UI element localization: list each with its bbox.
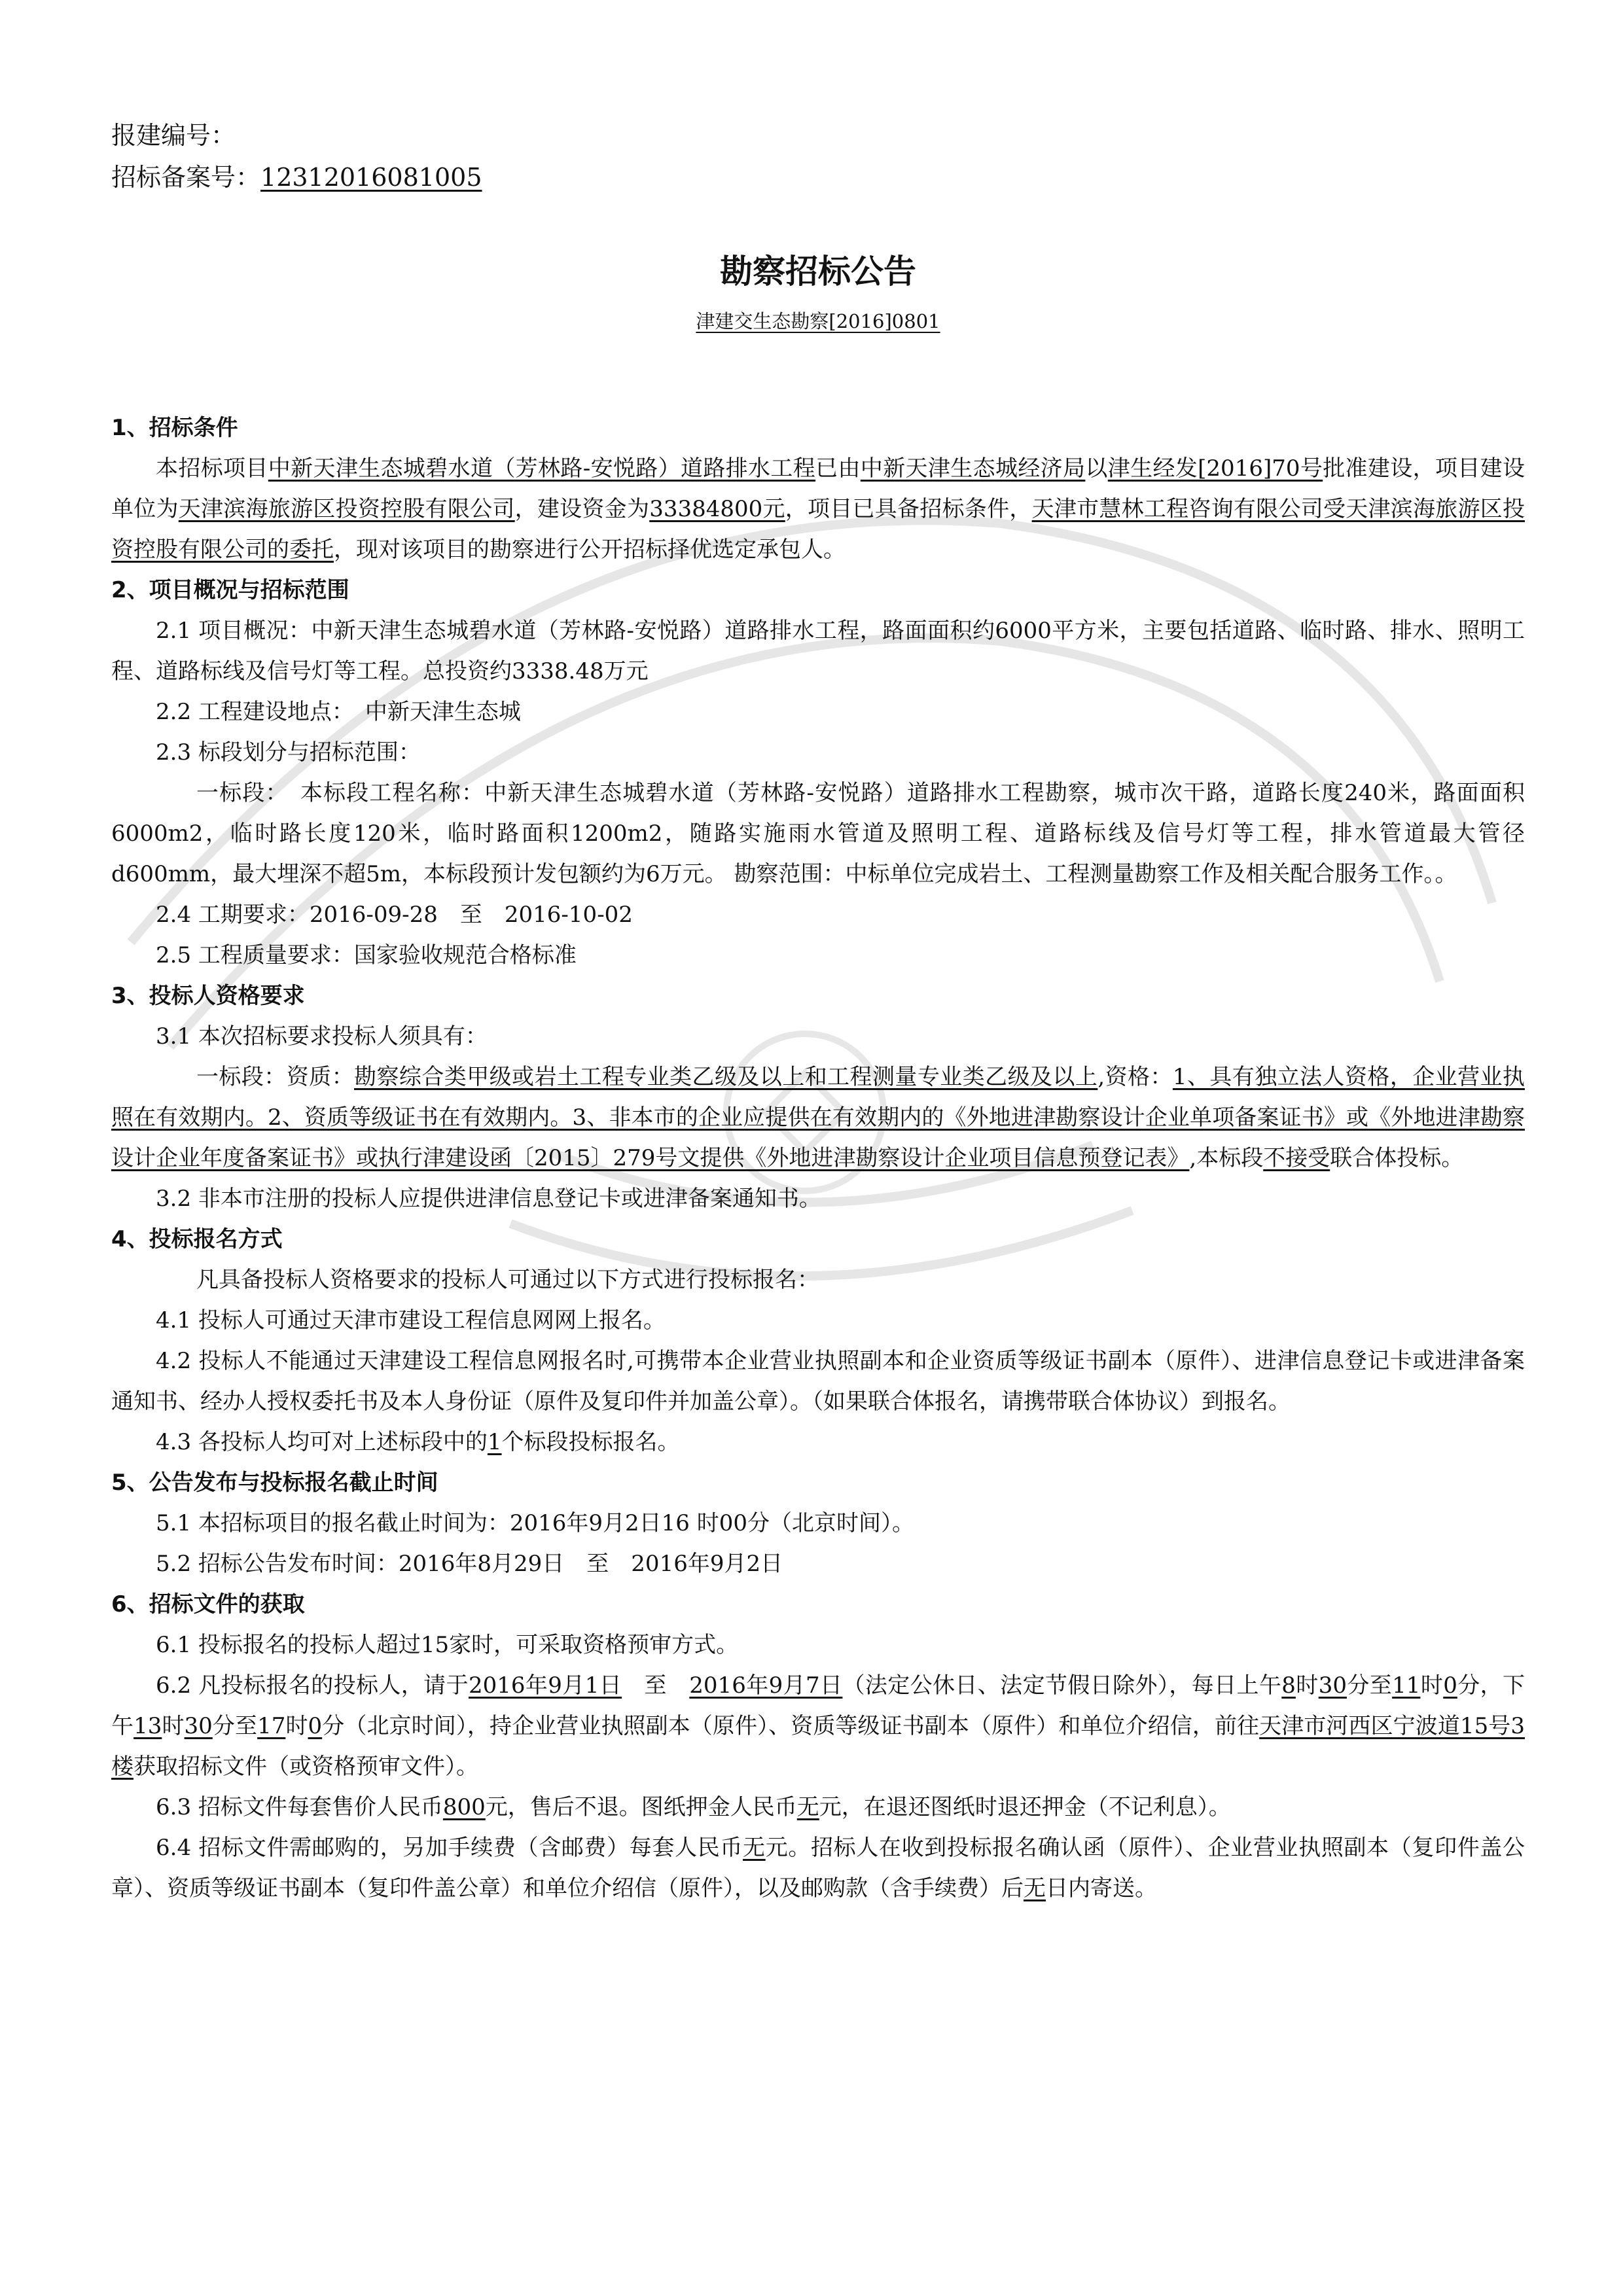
section-3-2: 3.2 非本市注册的投标人应提供进津信息登记卡或进津备案通知书。 (156, 1186, 821, 1212)
section-4-3 (111, 1422, 1525, 1462)
s6-2-pm-start-min: 30 (184, 1713, 213, 1739)
s6-2-m: 分，下午 (111, 1672, 1525, 1739)
s6-2-e: （法定公休日、法定节假日除外），每日上午 (842, 1672, 1282, 1699)
s6-2-g: 时 (1295, 1672, 1319, 1699)
section-4-2: 4.2 投标人不能通过天津建设工程信息网报名时,可携带本企业营业执照副本和企业资质等级证书副本（原件）、进津信息登记卡或进津备案通知书、经办人授权委托书及本人身份证（原件及复印件并加盖公章）。（如果联合体报名，请携带联合体协议）到报名。 (111, 1348, 1525, 1415)
section-2-3-lot-1: 一标段： 本标段工程名称：中新天津生态城碧水道（芳林路-安悦路）道路排水工程勘察，城市次干路，道路长度240米，路面面积6000m2，临时路长度120米，临时路面积1200m2，随路实施雨水管道及照明工程、道路标线及信号灯等工程，排水管道最大管径d600mm，最大埋深不超5m，本标段预计发包额约为6万元。 勘察范围：中标单位完成岩土、工程测量勘察工作及相关配合服务工作。。 (111, 780, 1525, 887)
s6-2-k: 时 (1420, 1672, 1444, 1699)
document-number-text: 津建交生态勘察[2016]0801 (696, 310, 940, 332)
section-4-intro: 凡具备投标人资格要求的投标人可通过以下方式进行投标报名： (196, 1267, 819, 1293)
section-4-heading: 4、投标报名方式 (111, 1226, 283, 1252)
section-6-1: 6.1 投标报名的投标人超过15家时，可采取资格预审方式。 (156, 1632, 739, 1658)
document-price: 800 (442, 1794, 486, 1820)
mail-fee: 无 (743, 1835, 766, 1861)
document-body (111, 115, 1525, 1909)
s6-2-c: 至 (622, 1672, 690, 1699)
s6-2-q: 分至 (212, 1713, 258, 1739)
section-2-heading: 2、项目概况与招标范围 (111, 577, 349, 603)
s3-text-c: ,资格： (1097, 1064, 1173, 1090)
lot-count: 1 (487, 1429, 502, 1455)
section-2-2: 2.2 工程建设地点： 中新天津生态城 (156, 699, 521, 725)
section-2-4: 2.4 工期要求：2016-09-28 至 2016-10-02 (156, 902, 633, 928)
section-6-2 (111, 1665, 1525, 1787)
notice-title: 勘察招标公告 (720, 253, 916, 291)
s6-4-c: 元。招标人在收到投标报名确认函（原件）、企业营业执照副本（复印件盖公章）、资质等级证书副本（复印件盖公章）和单位介绍信（原件），以及邮购款（含手续费）后 (111, 1835, 1525, 1901)
report-number-label: 报建编号： (111, 121, 236, 150)
s6-2-a: 6.2 凡投标报名的投标人，请于 (156, 1672, 469, 1699)
section-3-1-lot-1 (111, 1057, 1525, 1178)
s6-2-pm-end-hour: 17 (257, 1713, 286, 1739)
s6-2-pm-end-min: 0 (308, 1713, 323, 1739)
s1-text-i: ，建设资金为 (514, 496, 650, 522)
section-5-heading: 5、公告发布与投标报名截止时间 (111, 1470, 438, 1496)
s1-text-c: 已由 (815, 455, 861, 482)
section-3-heading: 3、投标人资格要求 (111, 983, 305, 1009)
s1-text-a: 本招标项目 (156, 455, 268, 482)
s3-text-g: 联合体投标。 (1330, 1145, 1464, 1171)
s6-2-am-end-min: 0 (1443, 1672, 1457, 1699)
s6-4-e: 日内寄送。 (1046, 1875, 1157, 1901)
project-name: 中新天津生态城碧水道（芳林路-安悦路）道路排水工程 (268, 455, 816, 482)
s6-3-a: 6.3 招标文件每套售价人民币 (156, 1794, 443, 1820)
s6-2-u: 分（北京时间），持企业营业执照副本（原件）、资质等级证书副本（原件）和单位介绍信，前往 (322, 1713, 1260, 1739)
filing-number-label: 招标备案号： (111, 163, 261, 192)
section-2-3: 2.3 标段划分与招标范围： (156, 739, 421, 766)
s6-2-s: 时 (285, 1713, 308, 1739)
construction-funds: 33384800元 (649, 496, 785, 522)
eligibility-requirement: 1、具有独立法人资格，企业营业执照在有效期内。2、资质等级证书在有效期内。3、非本市的企业应提供在有效期内的《外地进津勘察设计企业单项备案证书》或《外地进津勘察设计企业年度备案证书》或执行津建设函〔2015〕279号文提供《外地进津勘察设计企业项目信息预登记表》 (111, 1064, 1525, 1171)
s6-2-start-date: 2016年9月1日 (468, 1672, 622, 1699)
filing-number-value: 12312016081005 (260, 163, 482, 192)
section-3-1: 3.1 本次招标要求投标人须具有： (156, 1023, 488, 1050)
qualification-requirement: 勘察综合类甲级或岩土工程专业类乙级及以上和工程测量专业类乙级及以上 (354, 1064, 1098, 1090)
s3-text-e: ,本标段 (1189, 1145, 1264, 1171)
section-5-1: 5.1 本招标项目的报名截止时间为：2016年9月2日16 时00分（北京时间）。 (156, 1510, 915, 1536)
s1-text-k: ，项目已具备招标条件， (785, 496, 1032, 522)
s6-3-c: 元，售后不退。图纸押金人民币 (485, 1794, 797, 1820)
s1-text-g: 批准建设，项目建设单位为 (111, 455, 1525, 522)
s6-3-e: 元，在退还图纸时退还押金（不记利息）。 (819, 1794, 1231, 1820)
document-number (111, 307, 1525, 336)
section-6-heading: 6、招标文件的获取 (111, 1591, 305, 1617)
consortium-policy: 不接受 (1263, 1145, 1330, 1171)
s6-2-o: 时 (162, 1713, 185, 1739)
drawing-deposit: 无 (796, 1794, 819, 1820)
s4-text-a: 4.3 各投标人均可对上述标段中的 (156, 1429, 488, 1455)
construction-unit: 天津滨海旅游区投资控股有限公司 (178, 496, 515, 522)
section-6-4 (111, 1828, 1525, 1909)
s6-2-address: 天津市河西区宁波道15号3楼 (111, 1713, 1525, 1780)
approval-document: 津生经发[2016]70号 (1107, 455, 1323, 482)
s6-2-am-start-min: 30 (1318, 1672, 1347, 1699)
s6-4-a: 6.4 招标文件需邮购的，另加手续费（含邮费）每套人民币 (156, 1835, 743, 1861)
filing-number-line (111, 156, 1525, 198)
section-1-heading: 1、招标条件 (111, 415, 238, 441)
section-5-2: 5.2 招标公告发布时间：2016年8月29日 至 2016年9月2日 (156, 1551, 783, 1577)
s6-2-end-date: 2016年9月7日 (689, 1672, 843, 1699)
notice-sections (111, 408, 1525, 1909)
s6-2-pm-start-hour: 13 (134, 1713, 162, 1739)
report-number-line (111, 115, 1525, 156)
section-6-3 (111, 1787, 1525, 1828)
section-1-paragraph (111, 448, 1525, 570)
agency-entrustment: 天津市慧林工程咨询有限公司受天津滨海旅游区投资控股有限公司的委托 (111, 496, 1525, 563)
s3-text-a: 一标段：资质： (196, 1064, 355, 1090)
s6-2-w: 获取招标文件（或资格预审文件）。 (134, 1754, 478, 1780)
mail-days: 无 (1024, 1875, 1046, 1901)
section-2-1: 2.1 项目概况：中新天津生态城碧水道（芳林路-安悦路）道路排水工程，路面面积约6000平方米，主要包括道路、临时路、排水、照明工程、道路标线及信号灯等工程。总投资约3338.48万元 (111, 618, 1525, 684)
s4-text-c: 个标段投标报名。 (501, 1429, 680, 1455)
s6-2-am-start-hour: 8 (1281, 1672, 1296, 1699)
approval-authority: 中新天津生态城经济局 (860, 455, 1086, 482)
s1-text-m: ，现对该项目的勘察进行公开招标择优选定承包人。 (334, 537, 846, 563)
s1-text-e: 以 (1085, 455, 1108, 482)
s6-2-i: 分至 (1346, 1672, 1393, 1699)
section-4-1: 4.1 投标人可通过天津市建设工程信息网网上报名。 (156, 1307, 666, 1333)
section-2-5: 2.5 工程质量要求：国家验收规范合格标准 (156, 942, 577, 968)
s6-2-am-end-hour: 11 (1392, 1672, 1421, 1699)
